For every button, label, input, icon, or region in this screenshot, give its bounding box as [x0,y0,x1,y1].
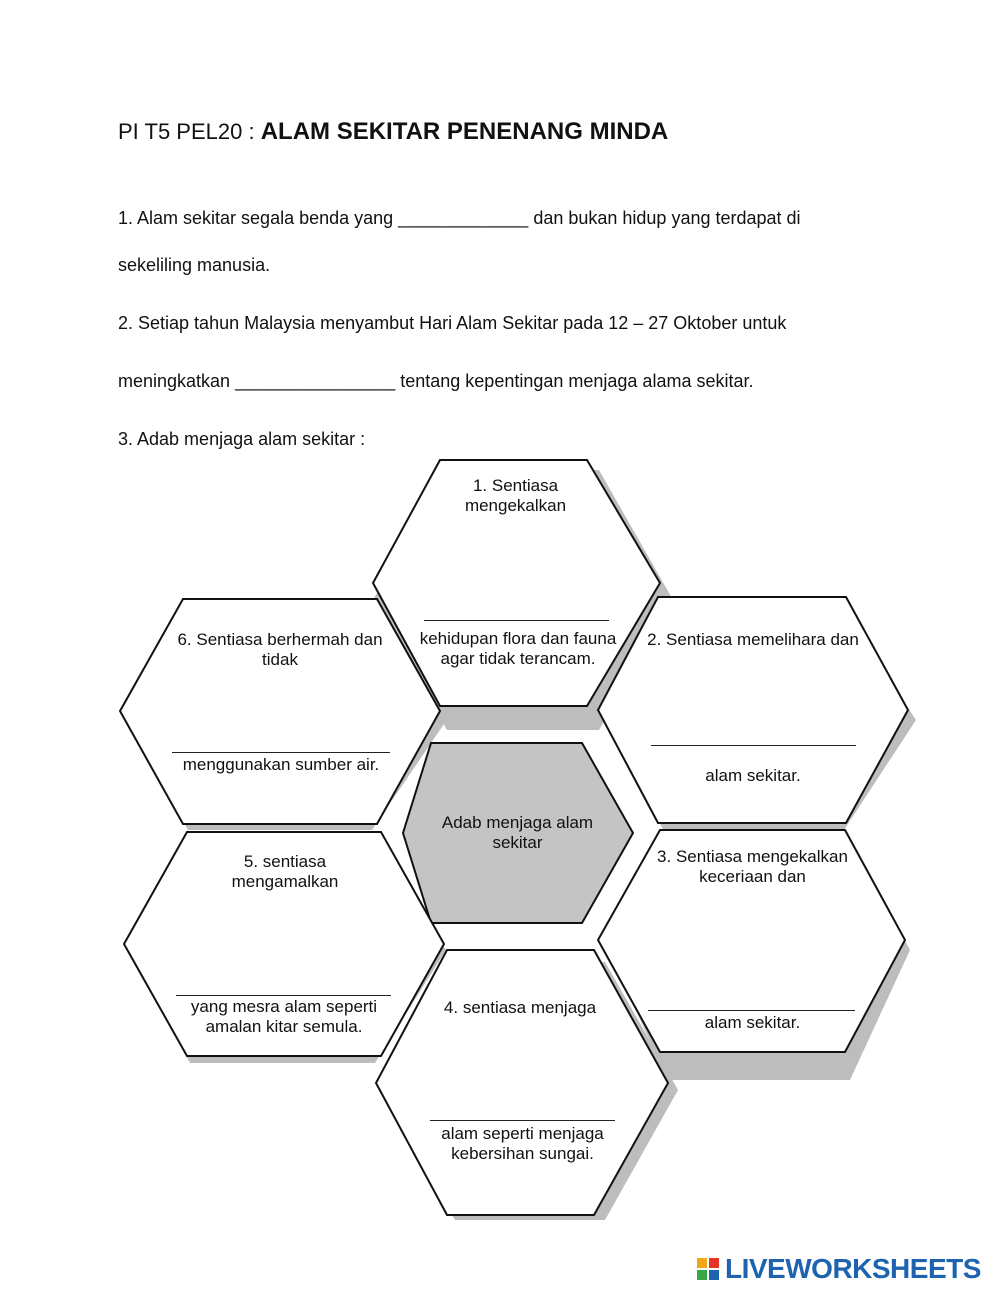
hex-1-bottom: kehidupan flora dan fauna agar tidak terancam. [419,629,617,668]
hex-6-blank[interactable] [172,752,390,753]
hex-5-top: 5. sentiasa mengamalkan [231,852,339,891]
question-3: 3. Adab menjaga alam sekitar : [118,429,366,449]
hex-6-top: 6. Sentiasa berhermah dan tidak [177,630,383,669]
hex-4-top: 4. sentiasa menjaga [443,998,597,1017]
title-prefix: PI T5 PEL20 : [118,119,255,144]
hex-1-blank[interactable] [424,620,609,621]
hex-3-bottom: alam sekitar. [704,1013,801,1032]
hex-6-bottom: menggunakan sumber air. [182,755,380,774]
question-2-line-2: meningkatkan ________________ tentang kepentingan menjaga alama sekitar. [118,371,754,391]
liveworksheets-logo [697,1253,981,1285]
question-1-line-1: 1. Alam sekitar segala benda yang _____________ dan bukan hidup yang terdapat di [118,208,801,228]
question-1-line-2: sekeliling manusia. [118,255,271,275]
center-label: Adab menjaga alam sekitar [441,813,594,852]
question-2-line-1: 2. Setiap tahun Malaysia menyambut Hari Alam Sekitar pada 12 – 27 Oktober untuk [118,313,787,333]
logo-blocks-icon [697,1258,719,1280]
hex-4-blank[interactable] [430,1120,615,1121]
hex-1-top: 1. Sentiasa mengekalkan [464,476,567,515]
hex-2-bottom: alam sekitar. [705,766,801,785]
hex-5-blank[interactable] [176,995,391,996]
title-main: ALAM SEKITAR PENENANG MINDA [260,118,669,145]
hex-3-top: 3. Sentiasa mengekalkan keceriaan dan [657,847,848,886]
hex-2-top: 2. Sentiasa memelihara dan [647,630,859,649]
hex-5-bottom: yang mesra alam seperti amalan kitar semula. [190,997,378,1036]
hex-2-blank[interactable] [651,745,856,746]
worksheet-title [118,118,668,146]
logo-text: LIVEWORKSHEETS [725,1253,981,1284]
hex-3-blank[interactable] [648,1010,855,1011]
hex-4-bottom: alam seperti menjaga kebersihan sungai. [441,1124,604,1163]
